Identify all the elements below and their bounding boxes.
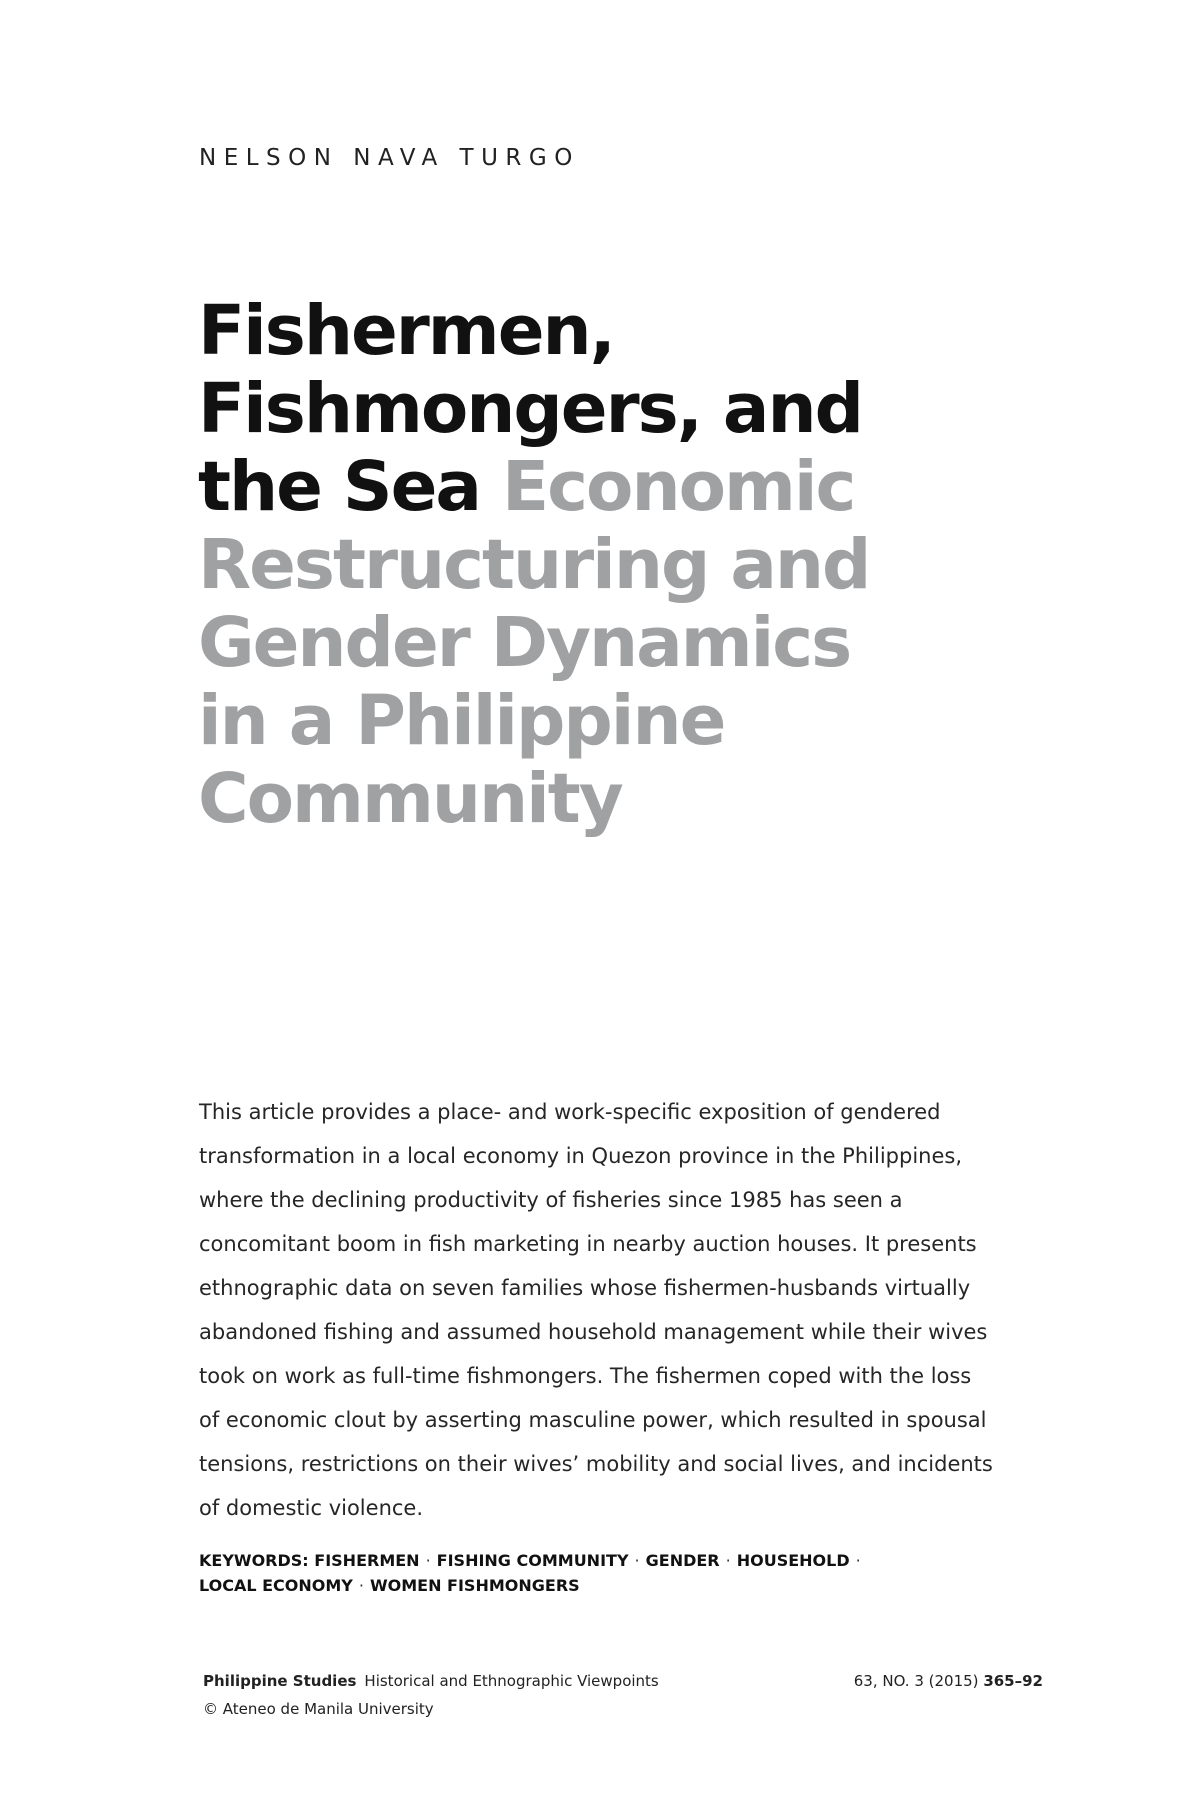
title-line-3-main: the Sea: [198, 447, 480, 527]
page-range: 365–92: [983, 1672, 1043, 1690]
journal-subtitle: Historical and Ethnographic Viewpoints: [364, 1672, 659, 1690]
subtitle-line-1: Restructuring and: [198, 525, 870, 605]
subtitle-first-fragment: Economic: [502, 447, 855, 527]
subtitle-line-3: in a Philippine: [198, 681, 725, 761]
keyword-separator: ·: [425, 1551, 431, 1570]
issue-info: [854, 1672, 1043, 1690]
abstract-line: tensions, restrictions on their wives’ mobility and social lives, and incidents: [199, 1452, 993, 1476]
article-title: [198, 292, 958, 838]
abstract-line: This article provides a place- and work-specific exposition of gendered: [199, 1100, 941, 1124]
keyword-separator: ·: [725, 1551, 731, 1570]
keyword: HOUSEHOLD: [736, 1551, 850, 1570]
abstract-line: of economic clout by asserting masculine power, which resulted in spousal: [199, 1408, 987, 1432]
issue-number: 63, NO. 3 (2015): [853, 1672, 979, 1690]
keywords-line-1: [199, 1548, 959, 1573]
title-line-1: Fishermen,: [198, 291, 614, 371]
abstract: [199, 1090, 1049, 1530]
subtitle-line-4: Community: [198, 759, 622, 839]
keyword: WOMEN FISHMONGERS: [369, 1576, 580, 1595]
abstract-line: ethnographic data on seven families whose fishermen-husbands virtually: [199, 1276, 971, 1300]
keyword-separator: ·: [634, 1551, 640, 1570]
keyword: FISHERMEN: [314, 1551, 420, 1570]
abstract-line: transformation in a local economy in Quezon province in the Philippines,: [199, 1144, 962, 1168]
keyword-separator: ·: [855, 1551, 861, 1570]
copyright: © Ateneo de Manila University: [203, 1700, 434, 1718]
keywords-line-2: [199, 1573, 959, 1598]
abstract-line: abandoned fishing and assumed household management while their wives: [199, 1320, 988, 1344]
abstract-line: of domestic violence.: [199, 1496, 424, 1520]
title-line-2: Fishmongers, and: [198, 369, 862, 449]
abstract-line: concomitant boom in fish marketing in nearby auction houses. It presents: [199, 1232, 977, 1256]
page-footer: [203, 1672, 1043, 1728]
abstract-line: where the declining productivity of fisheries since 1985 has seen a: [199, 1188, 903, 1212]
keyword: FISHING COMMUNITY: [436, 1551, 629, 1570]
keyword: GENDER: [645, 1551, 720, 1570]
subtitle-line-2: Gender Dynamics: [198, 603, 851, 683]
keywords: [199, 1548, 959, 1598]
title-line-3: [198, 448, 958, 526]
journal-name: Philippine Studies: [203, 1672, 357, 1690]
keyword-separator: ·: [358, 1576, 364, 1595]
author-name: NELSON NAVA TURGO: [199, 145, 580, 171]
keywords-label: KEYWORDS:: [199, 1551, 309, 1570]
abstract-line: took on work as full-time fishmongers. The fishermen coped with the loss: [199, 1364, 972, 1388]
keyword: LOCAL ECONOMY: [199, 1576, 353, 1595]
